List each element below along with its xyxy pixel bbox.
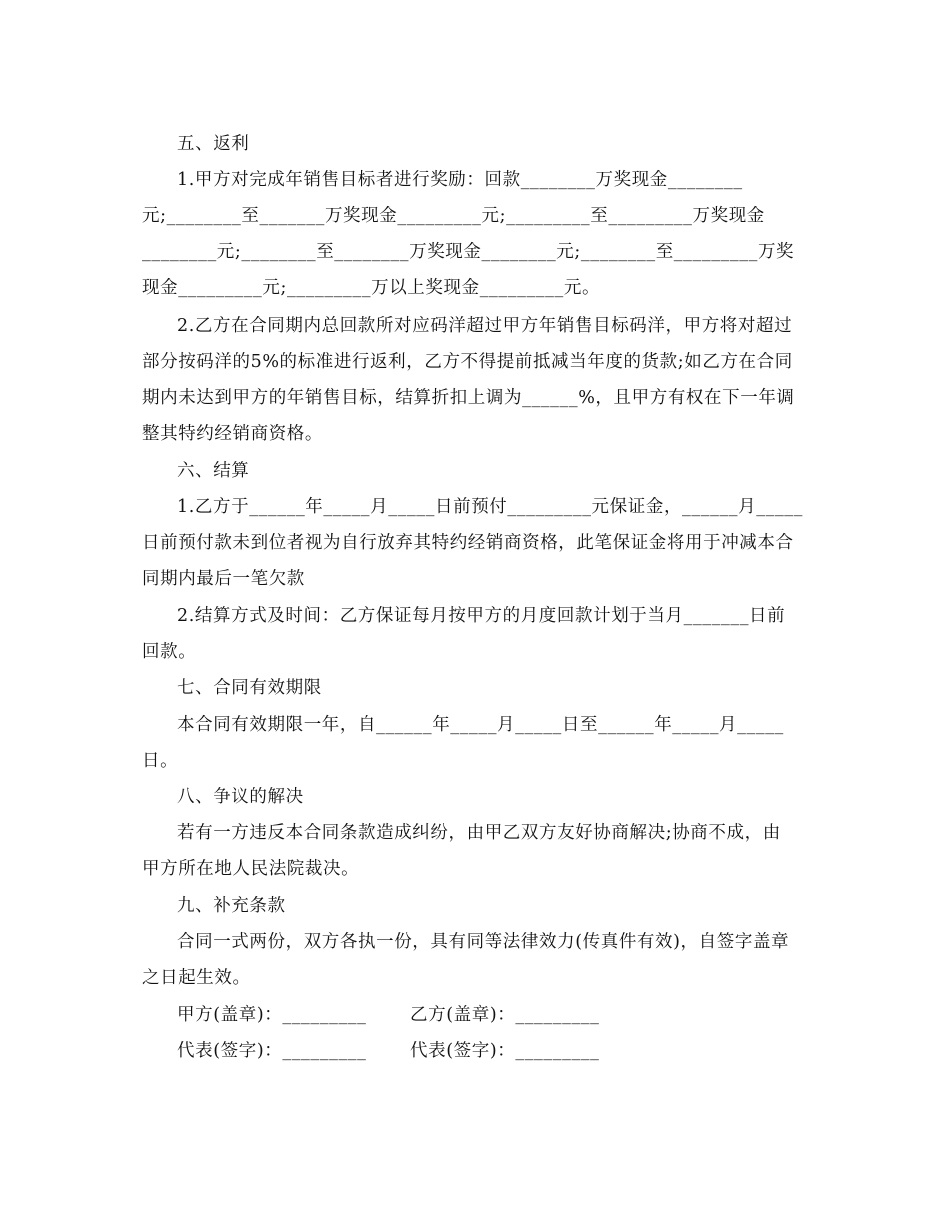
paragraph-line: 回款。 — [142, 642, 197, 662]
party-b-representative-field: 代表(签字)：_________ — [410, 1041, 600, 1061]
paragraph-line: 合同一式两份，双方各执一份，具有同等法律效力(传真件有效)，自签字盖章 — [177, 932, 790, 952]
paragraph-line: 整其特约经销商资格。 — [142, 424, 323, 444]
paragraph-line: 之日起生效。 — [142, 968, 251, 988]
paragraph-line: 若有一方违反本合同条款造成纠纷，由甲乙双方友好协商解决;协商不成，由 — [177, 823, 781, 843]
section-heading-term: 七、合同有效期限 — [177, 678, 322, 698]
paragraph-line: 甲方所在地人民法院裁决。 — [142, 859, 360, 879]
paragraph-line: 2.结算方式及时间：乙方保证每月按甲方的月度回款计划于当月_______日前 — [177, 606, 786, 626]
paragraph-line: 元;________至_______万奖现金_________元;_________至_________万奖现金 — [142, 206, 765, 226]
party-b-seal-field: 乙方(盖章)：_________ — [410, 1005, 600, 1025]
paragraph-line: 日前预付款未到位者视为自行放弃其特约经销商资格，此笔保证金将用于冲减本合 — [142, 533, 794, 553]
paragraph-line: 本合同有效期限一年，自______年_____月_____日至______年_____月_____ — [177, 715, 784, 735]
party-a-seal-field: 甲方(盖章)：_________ — [177, 1005, 367, 1025]
paragraph-line: 1.甲方对完成年销售目标者进行奖励：回款________万奖现金________ — [177, 170, 743, 190]
paragraph-line: 现金_________元;_________万以上奖现金_________元。 — [142, 278, 601, 298]
paragraph-line: 同期内最后一笔欠款 — [142, 569, 305, 589]
paragraph-line: ________元;________至________万奖现金________元;________至_________万奖 — [142, 242, 795, 262]
paragraph-line: 2.乙方在合同期内总回款所对应码洋超过甲方年销售目标码洋，甲方将对超过 — [177, 316, 793, 336]
section-heading-supplementary: 九、补充条款 — [177, 896, 286, 916]
paragraph-line: 期内未达到甲方的年销售目标，结算折扣上调为______%，且甲方有权在下一年调 — [142, 388, 795, 408]
section-heading-settlement: 六、结算 — [177, 461, 250, 481]
paragraph-line: 日。 — [142, 751, 179, 771]
paragraph-line: 1.乙方于______年_____月_____日前预付_________元保证金，______月_____ — [177, 497, 803, 517]
party-a-representative-field: 代表(签字)：_________ — [177, 1041, 367, 1061]
section-heading-dispute: 八、争议的解决 — [177, 787, 304, 807]
section-heading-rebate: 五、返利 — [177, 134, 250, 154]
paragraph-line: 部分按码洋的5%的标准进行返利，乙方不得提前抵减当年度的货款;如乙方在合同 — [142, 352, 793, 372]
